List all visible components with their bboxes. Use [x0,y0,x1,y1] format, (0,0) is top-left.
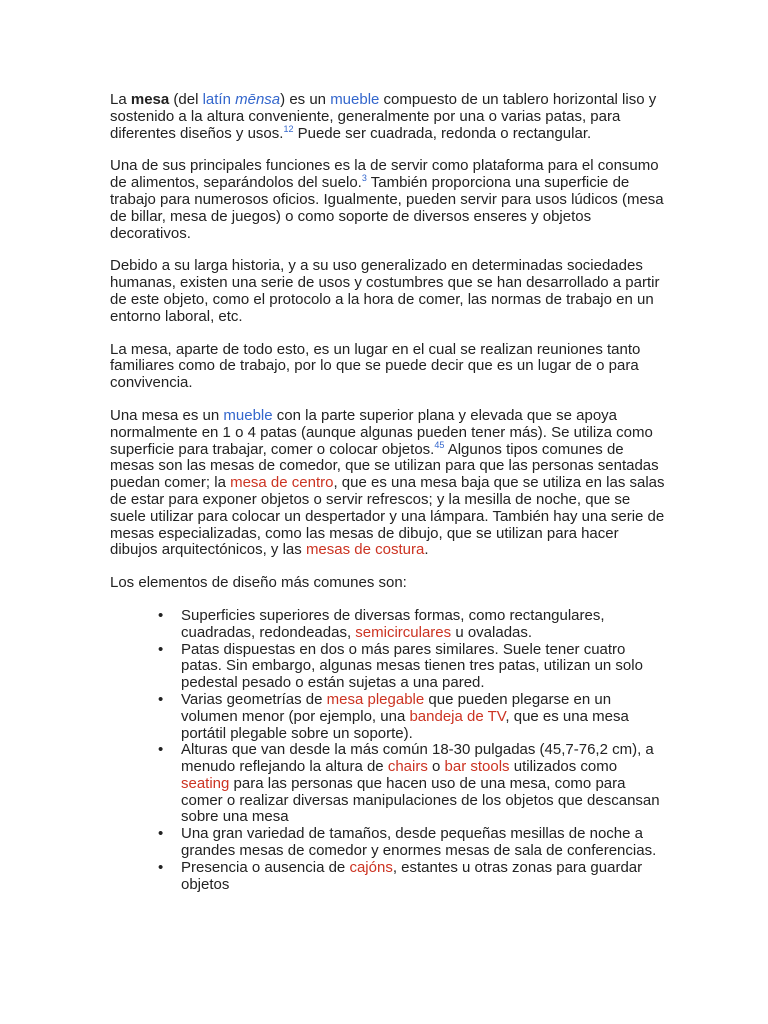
paragraph-history [110,258,665,325]
text: La [110,91,131,108]
text: Varias geometrías de [181,690,327,708]
paragraph-design-intro [110,575,665,592]
design-elements-list [110,608,665,894]
text: utilizados como [509,758,618,776]
list-item [181,742,665,826]
text: Debido a su larga historia, y a su uso generalizado en determinadas sociedades humanas, existen una serie de usos y costumbres que se han desarrollado a partir de este objeto, como el protocolo a la hora de comer, las normas de trabajo en un entorno laboral, etc. [110,257,660,325]
link-mesa-plegable[interactable]: mesa plegable [326,690,425,708]
text: , estantes u otras zonas para guardar objetos [181,858,643,893]
footnote-ref[interactable]: 3 [361,173,367,184]
link-bar-stools[interactable]: bar stools [444,758,510,776]
text: o [427,758,445,776]
footnote-ref[interactable]: 45 [434,439,445,450]
text: . [424,541,429,559]
text: Algunos tipos comunes de mesas son las mesas de comedor, que se utilizan para que las personas sentadas puedan comer; la [110,440,659,492]
list-item [181,692,665,742]
text: Una mesa es un [110,406,224,424]
text: que pueden plegarse en un volumen menor (por ejemplo, una [181,690,612,725]
link-bandeja-de-tv[interactable]: bandeja de TV [409,707,506,725]
link-mueble[interactable]: mueble [223,406,273,424]
footnote-ref[interactable]: 12 [283,123,294,134]
list-item [181,826,665,860]
link-latin[interactable]: latín [202,91,231,108]
link-chairs[interactable]: chairs [387,758,428,776]
list-item [181,860,665,894]
text: , que es una mesa portátil plegable sobre un soporte). [181,707,629,742]
link-mensa[interactable]: mēnsa [235,91,281,108]
list-item [181,642,665,692]
text: Los elementos de diseño más comunes son: [110,574,407,592]
text: Una gran variedad de tamaños, desde pequeñas mesillas de noche a grandes mesas de comedor y enormes mesas de sala de conferencias. [181,825,657,860]
link-mueble[interactable]: mueble [330,91,380,108]
text: ) es un [280,91,331,108]
link-seating[interactable]: seating [181,774,230,792]
text: Puede ser cuadrada, redonda o rectangular. [293,124,592,142]
text: Una de sus principales funciones es la de servir como plataforma para el consumo de alimentos, separándolos del suelo. [110,157,659,192]
paragraph-meeting [110,342,665,392]
text: con la parte superior plana y elevada que se apoya normalmente en 1 o 4 patas (aunque algunas pueden tener más). Se utiliza como superficie para trabajar, comer o colocar objetos. [110,406,653,458]
paragraph-types [110,408,665,559]
paragraph-functions [110,158,665,242]
text: Alturas que van desde la más común 18-30 pulgadas (45,7-76,2 cm), a menudo reflejando la altura de [181,741,654,776]
text: para las personas que hacen uso de una mesa, como para comer o realizar diversas manipulaciones de los objetos que descansan sobre una mesa [181,774,660,826]
paragraph-intro [110,92,665,142]
link-mesas-de-costura[interactable]: mesas de costura [305,541,425,559]
text: u ovaladas. [451,623,533,641]
link-cajons[interactable]: cajóns [349,858,393,876]
text: , que es una mesa baja que se utiliza en las salas de estar para exponer objetos o servir refrescos; y la mesilla de noche, que se suele utilizar para colocar un despertador y una lámpara. También hay una serie de mesas especializadas, como las mesas de dibujo, que se utilizan para hacer dibujos arquitectónicos, y las [110,474,665,559]
text: (del [169,91,203,108]
text: Superficies superiores de diversas formas, como rectangulares, cuadradas, redondeadas, [181,606,605,641]
term-bold: mesa [130,91,170,108]
link-mesa-de-centro[interactable]: mesa de centro [230,474,334,492]
text: Patas dispuestas en dos o más pares similares. Suele tener cuatro patas. Sin embargo, algunas mesas tienen tres patas, utilizan un solo pedestal pesado o están sujetas a una pared. [181,640,643,692]
text: Presencia o ausencia de [181,858,350,876]
list-item [181,608,665,642]
text: La mesa, aparte de todo esto, es un lugar en el cual se realizan reuniones tanto familiares como de trabajo, por lo que se puede decir que es un lugar de o para convivencia. [110,340,641,392]
link-semicirculares[interactable]: semicirculares [355,623,452,641]
text: También proporciona una superficie de trabajo para numerosos oficios. Igualmente, pueden servir para usos lúdicos (mesa de billar, mesa de juegos) o como soporte de diversos enseres y objetos decorativos. [110,174,664,242]
text: compuesto de un tablero horizontal liso y sostenido a la altura conveniente, generalmente por una o varias patas, para diferentes diseños y usos. [110,91,657,142]
article-body [110,92,665,893]
